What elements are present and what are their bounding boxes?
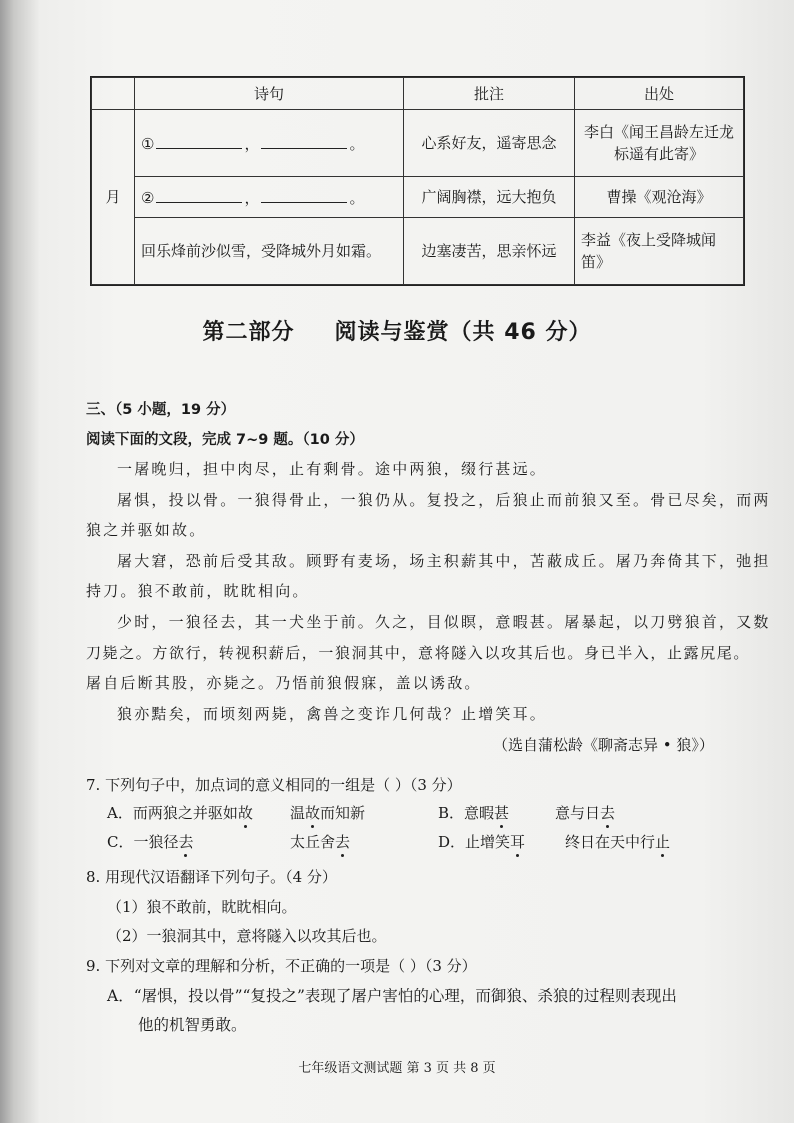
source-cell: 李益《夜上受降城闻笛》 xyxy=(575,218,744,285)
note-cell: 边塞凄苦，思亲怀远 xyxy=(404,218,575,285)
option-text: 而知新 xyxy=(320,804,366,822)
instruction: 阅读下面的文段，完成 7~9 题。（10 分） xyxy=(86,432,364,448)
fill-blank[interactable] xyxy=(156,186,242,203)
passage-line: 少时，一狼径去，其一犬坐于前。久之，目似瞑，意暇甚。屠暴起，以刀劈狼首，又数 xyxy=(117,613,771,631)
period: 。 xyxy=(349,188,365,207)
source-cell: 曹操《观沧海》 xyxy=(575,176,744,218)
option-text: B．意暇 xyxy=(438,804,495,822)
page-footer: 七年级语文测试题 第 3 页 共 8 页 xyxy=(298,1061,496,1076)
poem-table xyxy=(90,76,745,286)
question-8-stem: 8. 用现代汉语翻译下列句子。（4 分） xyxy=(86,868,337,886)
dotted-word: 去 xyxy=(335,833,351,851)
option-text: 太丘舍 xyxy=(290,833,336,851)
passage-source: （选自蒲松龄《聊斋志异 • 狼》） xyxy=(493,736,714,754)
note-cell: 心系好友，遥寄思念 xyxy=(404,110,575,177)
q7-option-c-pair xyxy=(290,831,350,852)
header-note: 批注 xyxy=(404,78,575,110)
q7-option-a-pair xyxy=(290,802,365,823)
section-heading: 三、（5 小题，19 分） xyxy=(86,402,236,418)
part-title-name: 阅读与鉴赏（共 46 分） xyxy=(334,320,592,345)
table-header-row xyxy=(92,78,744,110)
q7-option-b-pair xyxy=(555,802,615,823)
option-text: 终日在天中行 xyxy=(565,833,656,851)
month-cell: 月 xyxy=(92,110,135,285)
comma: ， xyxy=(244,134,260,153)
passage-line: 一屠晚归，担中肉尽，止有剩骨。途中两狼，缀行甚远。 xyxy=(117,460,548,478)
table-row xyxy=(92,176,744,218)
month-header-cell xyxy=(92,78,135,110)
dotted-word: 止 xyxy=(655,833,671,851)
q9-option-a-cont: 他的机智勇敢。 xyxy=(138,1016,247,1034)
option-text: 温 xyxy=(290,804,306,822)
source-cell: 李白《闻王昌龄左迁龙标遥有此寄》 xyxy=(575,110,744,177)
option-text: A．而两狼之并驱如 xyxy=(107,804,238,822)
q8-sentence-2: （2）一狼洞其中，意将隧入以攻其后也。 xyxy=(107,927,387,945)
fill-blank[interactable] xyxy=(261,132,347,149)
fill-blank[interactable] xyxy=(156,132,242,149)
poem-cell: 回乐烽前沙似雪，受降城外月如霜。 xyxy=(135,218,404,285)
passage-line: 刀毙之。方欲行，转视积薪后，一狼洞其中，意将隧入以攻其后也。身已半入，止露尻尾。 xyxy=(86,644,751,662)
fill-blank[interactable] xyxy=(261,186,347,203)
passage-line: 屠自后断其股，亦毙之。乃悟前狼假寐，盖以诱敌。 xyxy=(86,674,482,692)
passage-line: 狼之并驱如故。 xyxy=(86,521,207,539)
part-title-number: 第二部分 xyxy=(202,320,295,345)
poem-cell xyxy=(135,110,404,177)
table-row xyxy=(92,110,744,177)
dotted-word: 去 xyxy=(178,833,194,851)
option-text: 意与日 xyxy=(555,804,601,822)
table-row xyxy=(92,218,744,285)
q7-option-d-pair xyxy=(565,831,670,852)
q9-option-a[interactable]: A．“屠惧，投以骨”“复投之”表现了屠户害怕的心理，而御狼、杀狼的过程则表现出 xyxy=(107,987,677,1005)
dotted-word: 去 xyxy=(600,804,616,822)
header-poem: 诗句 xyxy=(135,78,404,110)
option-text: C．一狼径 xyxy=(107,833,179,851)
header-source: 出处 xyxy=(575,78,744,110)
q7-option-b[interactable] xyxy=(438,802,509,823)
passage-line: 屠惧，投以骨。一狼得骨止，一狼仍从。复投之，后狼止而前狼又至。骨已尽矣，而两 xyxy=(117,491,771,509)
dotted-word: 故 xyxy=(305,804,321,822)
option-text: D．止增笑 xyxy=(438,833,511,851)
q7-option-d[interactable] xyxy=(438,831,525,852)
q7-option-a[interactable] xyxy=(107,802,253,823)
poem-cell xyxy=(135,176,404,218)
passage-line: 狼亦黠矣，而顷刻两毙，禽兽之变诈几何哉？止增笑耳。 xyxy=(117,705,548,723)
passage-line: 屠大窘，恐前后受其敌。顾野有麦场，场主积薪其中，苫蔽成丘。屠乃奔倚其下，弛担 xyxy=(117,552,771,570)
dotted-word: 故 xyxy=(237,804,253,822)
question-7-stem: 7. 下列句子中，加点词的意义相同的一组是（ ）（3 分） xyxy=(86,776,462,794)
passage-line: 持刀。狼不敢前，眈眈相向。 xyxy=(86,582,310,600)
blank-number: ② xyxy=(141,188,155,207)
q8-sentence-1: （1）狼不敢前，眈眈相向。 xyxy=(107,898,297,916)
note-cell: 广阔胸襟，远大抱负 xyxy=(404,176,575,218)
question-9-stem: 9. 下列对文章的理解和分析，不正确的一项是（ ）（3 分） xyxy=(86,957,477,975)
q7-option-c[interactable] xyxy=(107,831,194,852)
dotted-word: 耳 xyxy=(510,833,526,851)
dotted-word: 甚 xyxy=(494,804,510,822)
comma: ， xyxy=(244,188,260,207)
period: 。 xyxy=(349,134,365,153)
part-title xyxy=(0,315,794,346)
blank-number: ① xyxy=(141,134,155,153)
